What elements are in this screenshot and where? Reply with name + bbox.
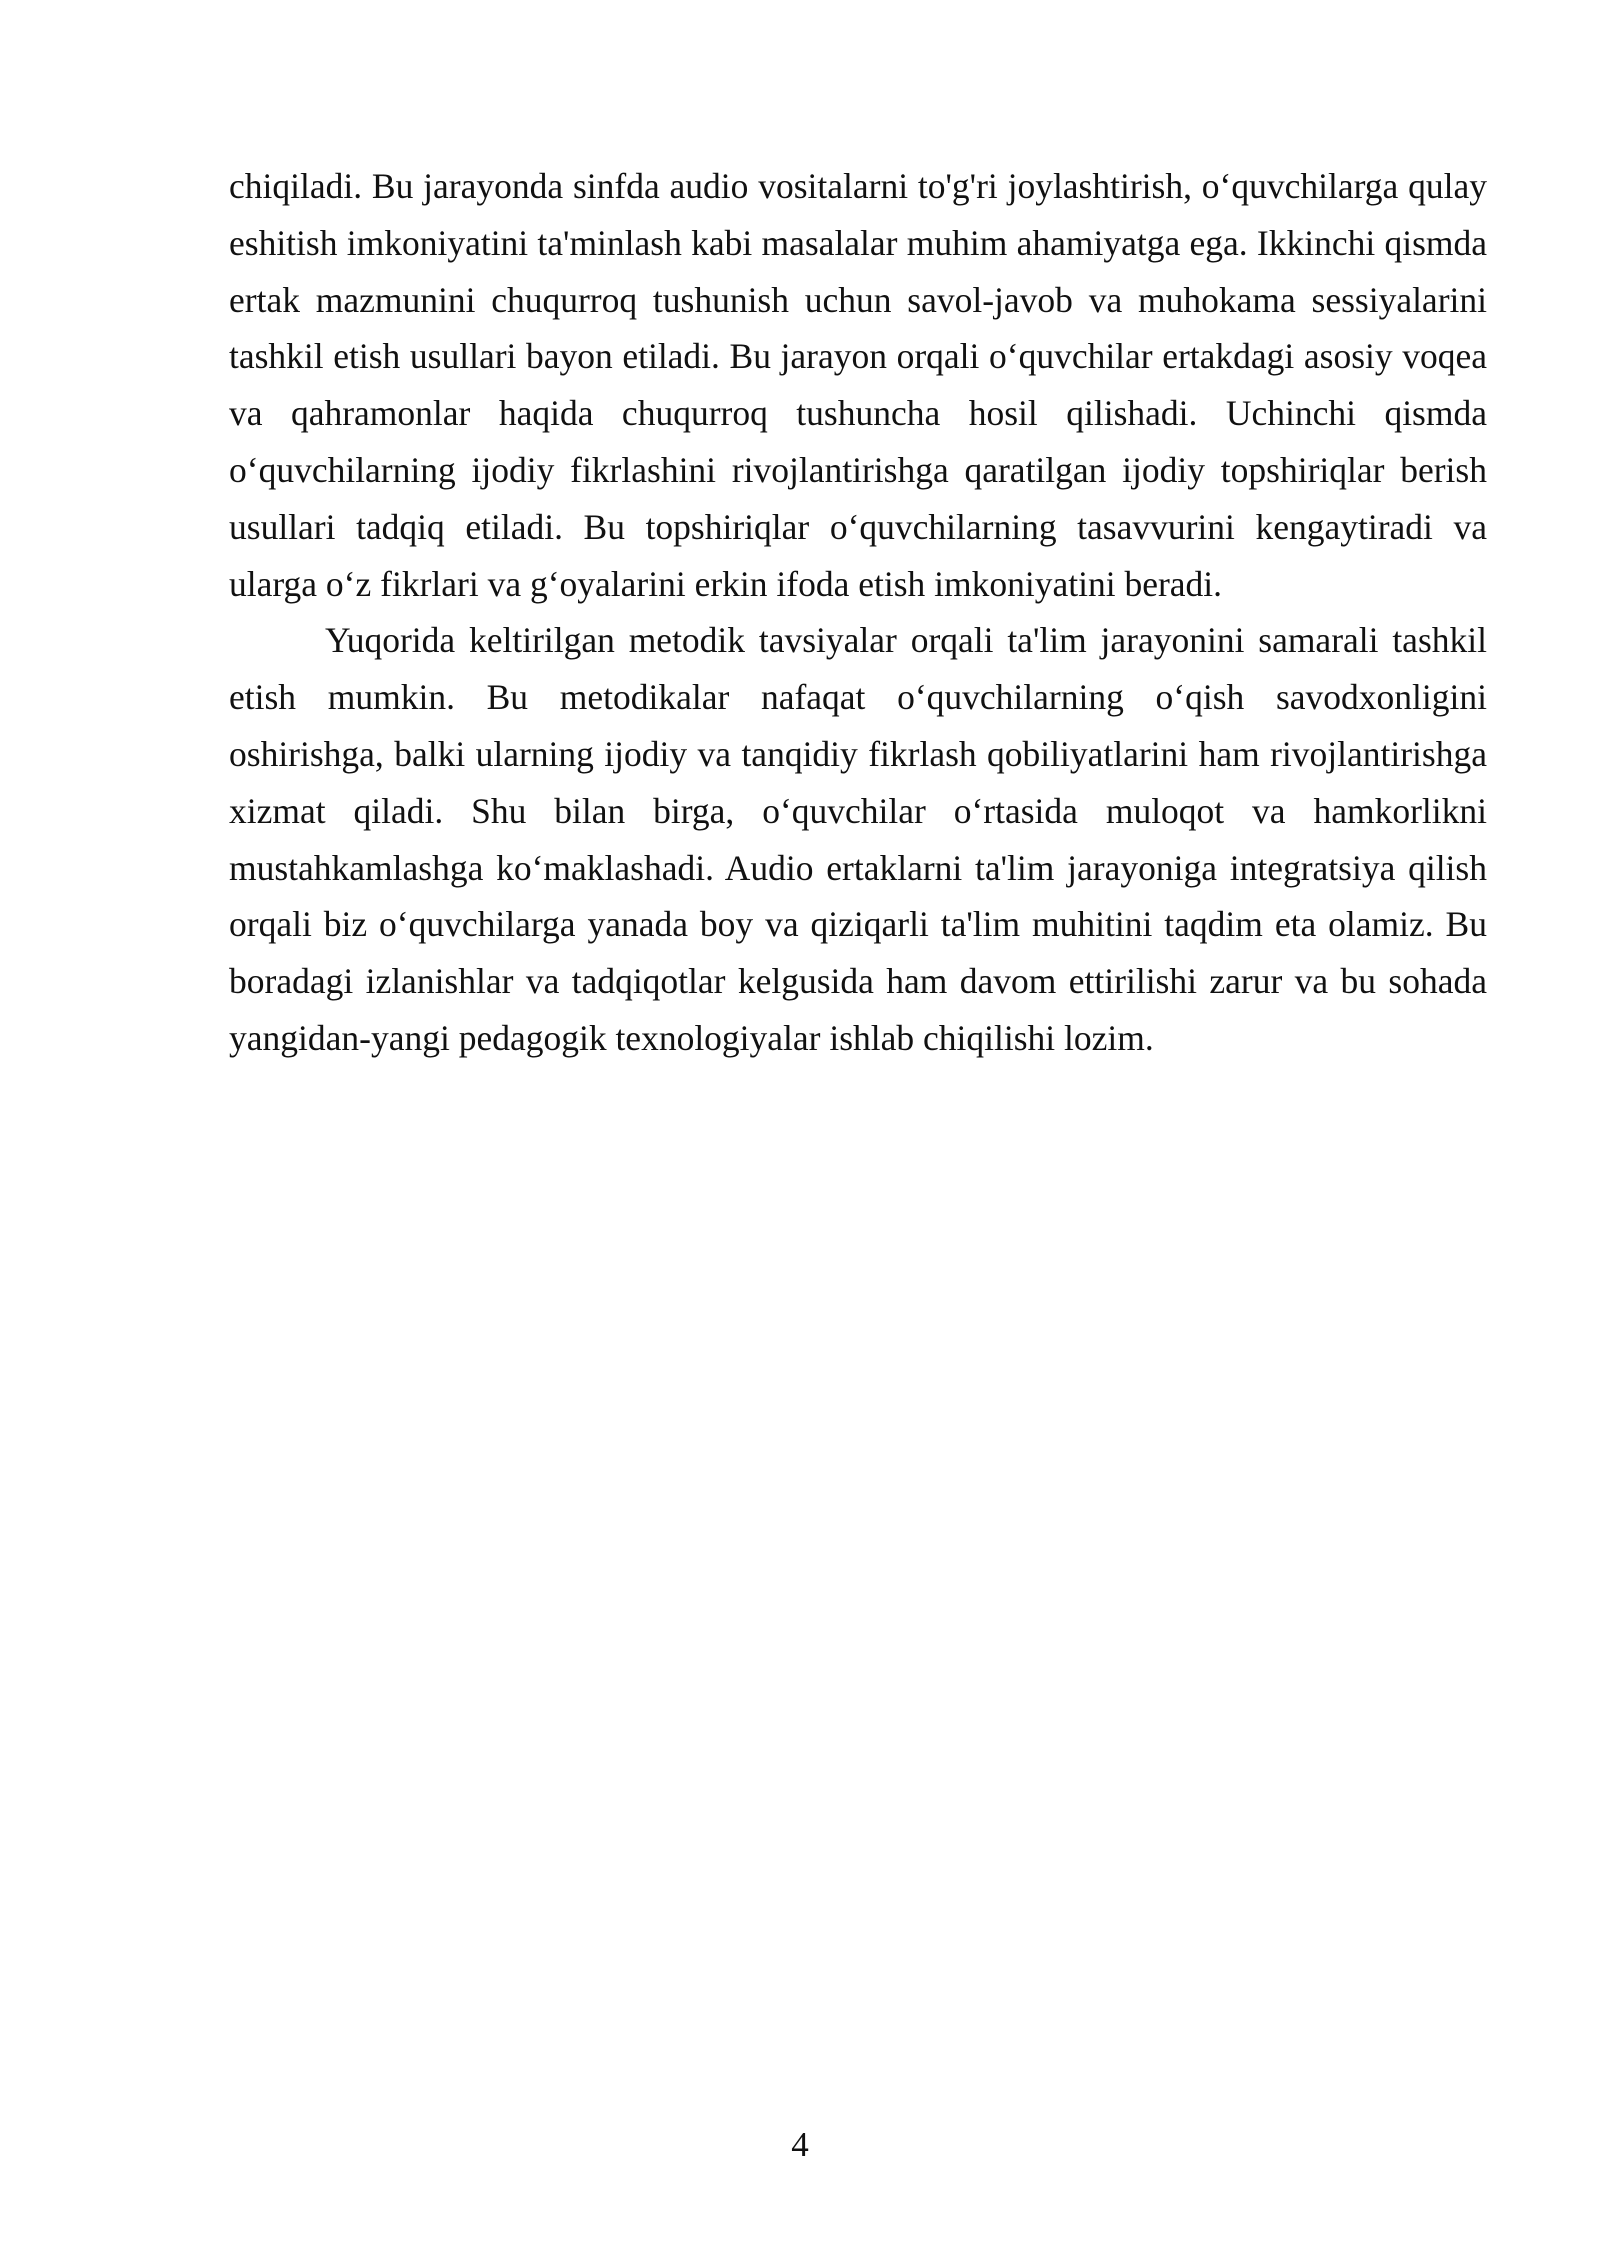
body-text xyxy=(229,158,1487,1067)
paragraph-conclusion: Yuqorida keltirilgan metodik tavsiyalar orqali ta'lim jarayonini samarali tashkil etish mumkin. Bu metodikalar nafaqat o‘quvchilarning o‘qish savodxonligini oshirishga, balki ularning ijodiy va tanqidiy fikrlash qobiliyatlarini ham rivojlantirishga xizmat qiladi. Shu bilan birga, o‘quvchilar o‘rtasida muloqot va hamkorlikni mustahkamlashga ko‘maklashadi. Audio ertaklarni ta'lim jarayoniga integratsiya qilish orqali biz o‘quvchilarga yanada boy va qiziqarli ta'lim muhitini taqdim eta olamiz. Bu boradagi izlanishlar va tadqiqotlar kelgusida ham davom ettirilishi zarur va bu sohada yangidan-yangi pedagogik texnologiyalar ishlab chiqilishi lozim. xyxy=(229,620,1487,1058)
paragraph-continued: chiqiladi. Bu jarayonda sinfda audio vositalarni to'g'ri joylashtirish, o‘quvchilarga qulay eshitish imkoniyatini ta'minlash kabi masalalar muhim ahamiyatga ega. Ikkinchi qismda ertak mazmunini chuqurroq tushunish uchun savol-javob va muhokama sessiyalarini tashkil etish usullari bayon etiladi. Bu jarayon orqali o‘quvchilar ertakdagi asosiy voqea va qahramonlar haqida chuqurroq tushuncha hosil qilishadi. Uchinchi qismda o‘quvchilarning ijodiy fikrlashini rivojlantirishga qaratilgan ijodiy topshiriqlar berish usullari tadqiq etiladi. Bu topshiriqlar o‘quvchilarning tasavvurini kengaytiradi va ularga o‘z fikrlari va g‘oyalarini erkin ifoda etish imkoniyatini beradi. xyxy=(229,166,1487,604)
page-number: 4 xyxy=(791,2125,809,2164)
